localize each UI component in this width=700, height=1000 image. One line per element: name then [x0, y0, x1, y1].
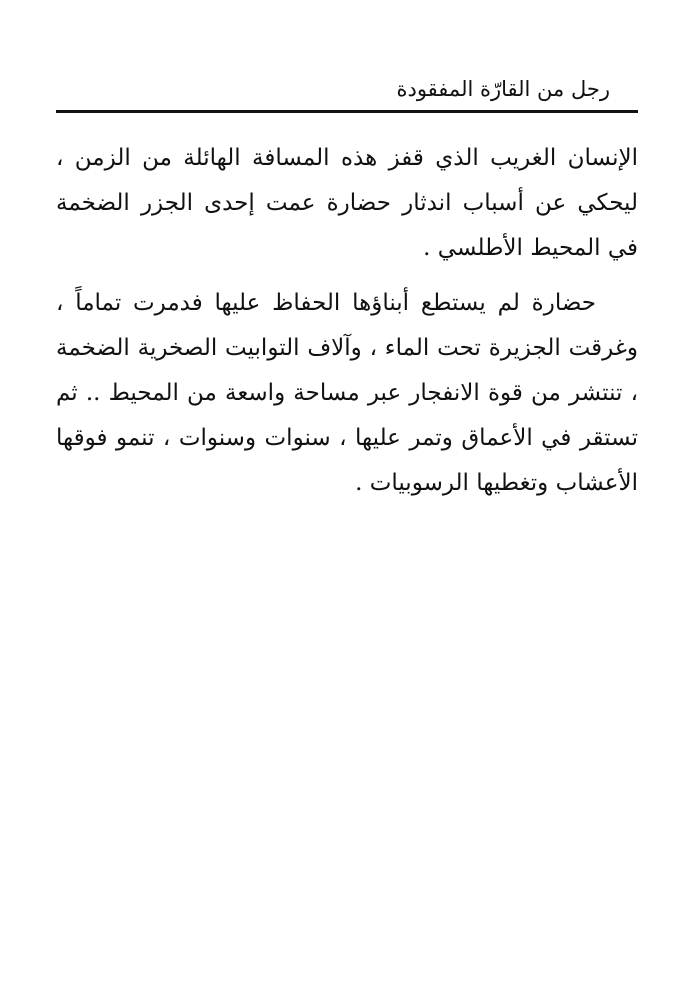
body-text — [56, 136, 638, 516]
paragraph-2: حضارة لم يستطع أبناؤها الحفاظ عليها فدمرت تماماً ، وغرقت الجزيرة تحت الماء ، وآلاف التوابيت الصخرية الضخمة ، تنتشر من قوة الانفجار عبر مساحة واسعة من المحيط .. ثم تستقر في الأعماق وتمر عليها ، سنوات وسنوات ، تنمو فوقها الأعشاب وتغطيها الرسوبيات . — [56, 290, 638, 496]
running-header-title: رجل من القارّة المفقودة — [396, 77, 610, 101]
paragraph-1: الإنسان الغريب الذي قفز هذه المسافة الهائلة من الزمن ، ليحكي عن أسباب اندثار حضارة عمت إحدى الجزر الضخمة في المحيط الأطلسي . — [56, 145, 638, 261]
header-divider — [56, 110, 638, 113]
